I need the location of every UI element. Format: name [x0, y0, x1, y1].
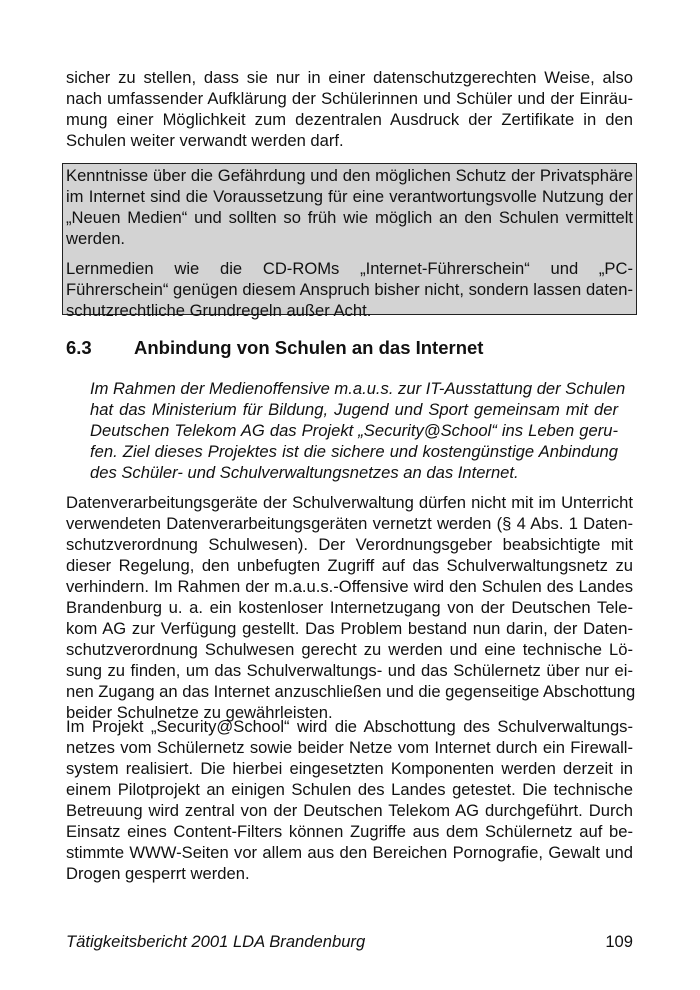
text-line: dieser Regelung, den unbefugten Zugriff auf das Schulverwaltungsnetz zu [66, 556, 633, 575]
text-line: hat das Ministerium für Bildung, Jugend und Sport gemeinsam mit der [90, 400, 618, 419]
text-line: nen Zugang an das Internet anzuschließen und die gegenseitige Abschottung [66, 682, 636, 701]
text-line: sung zu finden, um das Schulverwaltungs- und das Schülernetz über nur ei- [66, 661, 633, 680]
text-line: des Schüler- und Schulverwaltungsnetzes an das Internet. [90, 463, 519, 482]
text-line: kom AG zur Verfügung gestellt. Das Problem bestand nun darin, der Daten- [66, 619, 633, 638]
text-line: schutzverordnung Schulwesen). Der Verordnungsgeber beabsichtigte mit [66, 535, 633, 554]
text-line: „Neuen Medien“ und sollten so früh wie möglich an den Schulen vermittelt [66, 208, 633, 227]
text-line: Schulen weiter verwandt werden darf. [66, 131, 344, 150]
section-heading [66, 336, 483, 360]
text-line: Betreuung wird zentral von der Deutschen Telekom AG durchgeführt. Durch [66, 801, 633, 820]
text-line: Im Rahmen der Medienoffensive m.a.u.s. zur IT-Ausstattung der Schulen [90, 379, 626, 398]
text-line: Einsatz eines Content-Filters können Zugriffe aus dem Schülernetz auf be- [66, 822, 633, 841]
box-paragraph-2 [66, 258, 633, 321]
text-line: verhindern. Im Rahmen der m.a.u.s.-Offensive wird den Schulen des Landes [66, 577, 633, 596]
body-paragraph [66, 716, 633, 884]
text-line: Führerschein“ genügen diesem Anspruch bisher nicht, sondern lassen daten- [66, 280, 633, 299]
text-line: stimmte WWW-Seiten vor allem aus den Bereichen Pornografie, Gewalt und [66, 843, 633, 862]
text-line: Brandenburg u. a. ein kostenloser Internetzugang von der Deutschen Tele- [66, 598, 633, 617]
text-line: verwendeten Datenverarbeitungsgeräten vernetzt werden (§ 4 Abs. 1 Daten- [66, 514, 633, 533]
text-line: schutzrechtliche Grundregeln außer Acht. [66, 301, 372, 320]
text-line: Deutschen Telekom AG das Projekt „Security@School“ ins Leben geru- [90, 421, 618, 440]
footer-report-title: Tätigkeitsbericht 2001 LDA Brandenburg [66, 932, 366, 951]
text-line: Kenntnisse über die Gefährdung und den möglichen Schutz der Privatsphäre [66, 166, 633, 185]
body-paragraph [66, 492, 636, 723]
text-line: einem Pilotprojekt an einigen Schulen des Landes getestet. Die technische [66, 780, 633, 799]
text-line: im Internet sind die Voraussetzung für eine verantwortungsvolle Nutzung der [66, 187, 633, 206]
text-line: sicher zu stellen, dass sie nur in einer datenschutzgerechten Weise, also [66, 68, 633, 87]
text-line: Im Projekt „Security@School“ wird die Abschottung des Schulverwaltungs- [66, 717, 633, 736]
box-paragraph-1 [66, 165, 633, 249]
text-line: mung einer Möglichkeit zum dezentralen Ausdruck der Zertifikate in den [66, 110, 633, 129]
text-line: Drogen gesperrt werden. [66, 864, 250, 883]
text-line: nach umfassender Aufklärung der Schülerinnen und Schüler und der Einräu- [66, 89, 633, 108]
section-title: Anbindung von Schulen an das Internet [134, 337, 484, 358]
page-number: 109 [605, 932, 633, 951]
page-footer [66, 931, 633, 952]
paragraph-continuation [66, 67, 633, 151]
text-line: fen. Ziel dieses Projektes ist die sichere und kostengünstige Anbindung [90, 442, 618, 461]
text-line: schutzverordnung Schulwesen gerecht zu werden und eine technische Lö- [66, 640, 633, 659]
text-line: werden. [66, 229, 126, 248]
text-line: system realisiert. Die hierbei eingesetzten Komponenten werden derzeit in [66, 759, 633, 778]
text-line: Lernmedien wie die CD-ROMs „Internet-Führerschein“ und „PC- [66, 259, 633, 278]
text-line: beider Schulnetze zu gewährleisten. [66, 703, 333, 722]
section-number: 6.3 [66, 337, 92, 358]
highlight-box [62, 163, 637, 320]
section-intro [90, 378, 626, 483]
text-line: netzes vom Schülernetz sowie beider Netze vom Internet durch ein Firewall- [66, 738, 633, 757]
text-line: Datenverarbeitungsgeräte der Schulverwaltung dürfen nicht mit im Unterricht [66, 493, 633, 512]
